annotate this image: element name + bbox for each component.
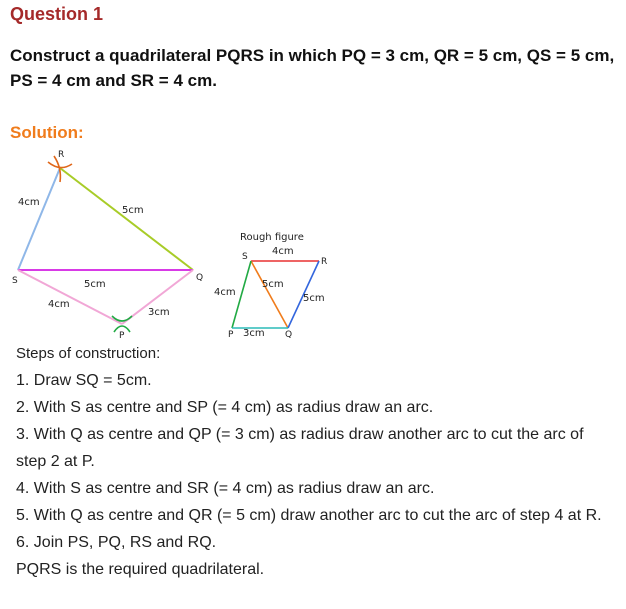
length-label-sp: 4cm [48, 299, 70, 310]
question-text: Construct a quadrilateral PQRS in which PQ = 3 cm, QR = 5 cm, QS = 5 cm, PS = 4 cm and SR = 4 cm. [10, 46, 615, 90]
rough-length-label-sp: 4cm [214, 287, 236, 298]
vertex-label-s: S [12, 276, 18, 286]
construction-diagram [12, 150, 203, 341]
segment-sr [18, 168, 60, 270]
length-label-sq: 5cm [84, 279, 106, 290]
step-item: 6. Join PS, PQ, RS and RQ. [16, 534, 217, 551]
rough-figure-title: Rough figure [240, 232, 304, 243]
vertex-label-p: P [119, 331, 125, 341]
segment-rq [60, 168, 193, 270]
vertex-label-q: Q [196, 273, 204, 283]
length-label-pq: 3cm [148, 307, 170, 318]
rough-segment-sq [251, 261, 288, 328]
rough-vertex-label-s: S [242, 252, 248, 262]
rough-vertex-label-r: R [321, 257, 328, 267]
solution-title: Solution: [10, 123, 84, 142]
rough-length-label-sr: 4cm [272, 246, 294, 257]
rough-vertex-label-p: P [228, 330, 234, 340]
rough-length-label-sq: 5cm [262, 279, 284, 290]
rough-length-label-pq: 3cm [243, 328, 265, 339]
conclusion: PQRS is the required quadrilateral. [16, 561, 265, 578]
construction-figure [8, 148, 348, 344]
step-item: 5. With Q as centre and QR (= 5 cm) draw another arc to cut the arc of step 4 at R. [16, 507, 602, 524]
length-label-rq: 5cm [122, 205, 144, 216]
segment-sp [18, 270, 122, 324]
step-item: 1. Draw SQ = 5cm. [16, 372, 152, 389]
step-item: 4. With S as centre and SR (= 4 cm) as radius draw an arc. [16, 480, 435, 497]
step-item: 2. With S as centre and SP (= 4 cm) as radius draw an arc. [16, 399, 434, 416]
length-label-sr: 4cm [18, 197, 40, 208]
step-item: 3. With Q as centre and QP (= 3 cm) as radius draw another arc to cut the arc of step 2 at P. [16, 426, 584, 470]
vertex-label-r: R [58, 150, 65, 160]
question-title: Question 1 [10, 4, 104, 24]
construction-steps [16, 344, 616, 583]
rough-length-label-rq: 5cm [303, 293, 325, 304]
steps-heading: Steps of construction: [16, 345, 161, 362]
rough-figure [214, 232, 327, 340]
rough-vertex-label-q: Q [285, 330, 293, 340]
